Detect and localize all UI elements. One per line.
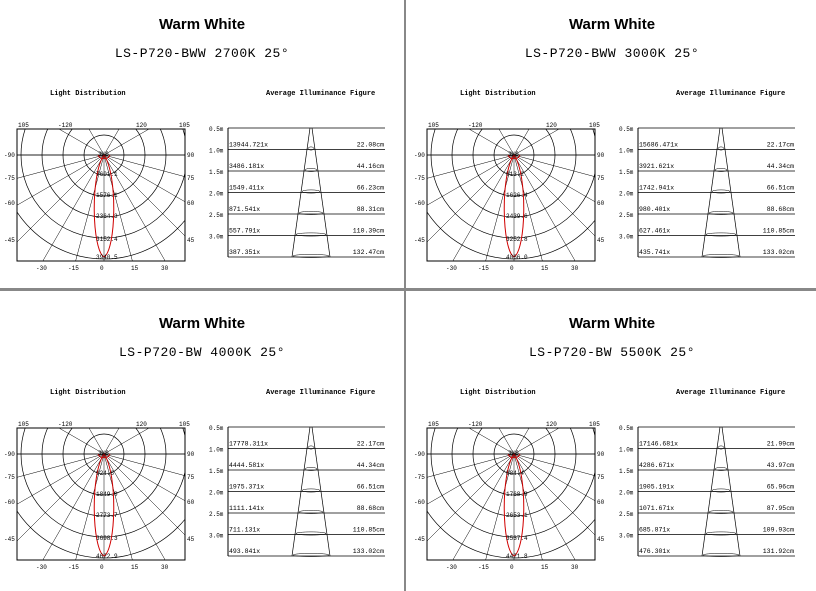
distance-label: 1.0m — [209, 446, 224, 454]
average-illuminance-label: Average Illuminance Figure — [266, 389, 376, 397]
beam-width-value: 88.68cm — [766, 206, 794, 213]
distance-label: 1.5m — [619, 468, 634, 475]
angle-label-right: 75 — [597, 474, 605, 481]
angle-label-left: -60 — [414, 200, 425, 207]
polar-value-label: 3%6 — [98, 151, 109, 158]
lux-value: 17146.681x — [639, 440, 679, 448]
illuminance-cone-table — [205, 426, 385, 566]
lux-value: 17778.311x — [229, 440, 269, 448]
beam-width-value: 66.51cm — [766, 184, 794, 192]
polar-distribution-chart — [410, 120, 605, 272]
spec-panel-3000k — [410, 0, 814, 288]
illuminance-cone-table — [615, 127, 795, 267]
grid-ray — [0, 155, 104, 207]
angle-label-bottom: 30 — [161, 265, 169, 272]
polar-value-label: 7601.1 — [96, 171, 118, 178]
angle-label-left: -75 — [4, 474, 15, 481]
distance-label: 3.0m — [209, 233, 224, 241]
beam-width-value: 87.95cm — [766, 505, 794, 512]
distance-label: 2.5m — [619, 212, 634, 219]
polar-value-label: 2439.6 — [506, 213, 528, 220]
angle-label-left: -45 — [4, 237, 15, 244]
polar-value-label: 3%6 — [98, 450, 109, 457]
panel-subtitle: LS-P720-BWW 2700K 25° — [114, 46, 290, 61]
angle-label-left: -60 — [4, 200, 15, 207]
light-distribution-label: Light Distribution — [50, 90, 126, 98]
angle-label-bottom: 0 — [100, 265, 104, 272]
distance-label: 1.5m — [209, 169, 224, 176]
angle-label-bottom: -30 — [36, 265, 47, 272]
distance-label: 1.0m — [209, 147, 224, 155]
spec-panel-4000k — [0, 299, 404, 587]
angle-label-bottom: 15 — [541, 265, 549, 272]
angle-label-top: -120 — [468, 421, 483, 428]
beam-width-value: 110.85cm — [352, 526, 384, 534]
angle-label-bottom: 0 — [510, 564, 514, 571]
angle-label-right: 75 — [597, 175, 605, 182]
distance-label: 2.0m — [209, 190, 224, 198]
lux-value: 1975.371x — [229, 483, 265, 491]
spec-panel-5500k — [410, 299, 814, 587]
lux-value: 387.351x — [229, 249, 261, 256]
angle-label-left: -45 — [414, 536, 425, 543]
angle-label-left: -60 — [4, 499, 15, 506]
angle-label-top: 105 — [179, 122, 190, 129]
beam-width-value: 133.02cm — [762, 249, 794, 256]
angle-label-left: -90 — [4, 451, 15, 458]
polar-value-label: 3%6 — [508, 151, 519, 158]
lux-value: 711.131x — [229, 526, 261, 534]
angle-label-right: 45 — [187, 237, 195, 244]
polar-value-label: 4421.8 — [506, 553, 528, 560]
angle-label-bottom: -30 — [36, 564, 47, 571]
lux-value: 685.871x — [639, 526, 671, 534]
angle-label-bottom: -30 — [446, 564, 457, 571]
angle-label-left: -90 — [414, 152, 425, 159]
lux-value: 4286.671x — [639, 462, 675, 469]
lux-value: 3921.621x — [639, 163, 675, 170]
distance-label: 1.5m — [209, 468, 224, 475]
angle-label-top: 105 — [428, 421, 439, 428]
angle-label-bottom: -15 — [68, 564, 79, 571]
angle-label-left: -90 — [414, 451, 425, 458]
distance-label: 0.5m — [619, 425, 634, 432]
panel-subtitle: LS-P720-BW 5500K 25° — [528, 345, 696, 360]
panel-title: Warm White — [568, 16, 656, 33]
beam-width-value: 44.16cm — [356, 163, 384, 170]
distance-label: 3.0m — [209, 532, 224, 540]
lux-value: 627.461x — [639, 227, 671, 235]
angle-label-left: -90 — [4, 152, 15, 159]
beam-width-value: 131.92cm — [762, 548, 794, 555]
distance-label: 1.5m — [619, 169, 634, 176]
lux-value: 493.841x — [229, 548, 261, 555]
distance-label: 2.5m — [619, 511, 634, 518]
lux-value: 1905.191x — [639, 483, 675, 491]
angle-label-right: 90 — [187, 152, 195, 159]
lux-value: 15686.471x — [639, 141, 679, 149]
polar-value-label: 2773.7 — [96, 512, 118, 519]
polar-value-label: 3152.4 — [96, 236, 118, 243]
lux-value: 1071.671x — [639, 505, 675, 512]
polar-value-label: 924.6 — [96, 470, 115, 477]
polar-value-label: 1626.4 — [506, 192, 528, 199]
polar-value-label: 1576.1 — [96, 192, 118, 199]
angle-label-right: 60 — [597, 499, 605, 506]
angle-label-bottom: 30 — [571, 265, 579, 272]
angle-label-top: 105 — [18, 421, 29, 428]
polar-value-label: 3%6 — [508, 450, 519, 457]
panel-subtitle: LS-P720-BWW 3000K 25° — [524, 46, 700, 61]
angle-label-bottom: 30 — [571, 564, 579, 571]
angle-label-top: -120 — [58, 421, 73, 428]
angle-label-left: -60 — [414, 499, 425, 506]
polar-value-label: 1849.0 — [96, 491, 118, 498]
angle-label-bottom: 15 — [131, 265, 139, 272]
beam-width-value: 88.31cm — [356, 206, 384, 213]
grid-ray — [414, 454, 514, 591]
spec-panel-2700k — [0, 0, 404, 288]
light-distribution-label: Light Distribution — [50, 389, 126, 397]
angle-label-top: 120 — [136, 122, 147, 129]
grid-ray — [0, 155, 104, 255]
polar-value-label: 4622.9 — [96, 553, 118, 560]
beam-width-value: 22.08cm — [356, 141, 384, 149]
angle-label-top: 105 — [589, 122, 600, 129]
polar-value-label: 3698.3 — [96, 535, 118, 542]
lux-value: 1742.941x — [639, 184, 675, 192]
angle-label-left: -75 — [414, 175, 425, 182]
lux-value: 476.301x — [639, 548, 671, 555]
beam-width-value: 88.68cm — [356, 505, 384, 512]
lux-value: 871.541x — [229, 206, 261, 213]
distance-label: 2.0m — [209, 489, 224, 497]
distance-label: 0.5m — [209, 425, 224, 432]
angle-label-right: 90 — [597, 451, 605, 458]
beam-width-value: 109.93cm — [762, 526, 794, 534]
lux-value: 557.791x — [229, 227, 261, 235]
distance-label: 0.5m — [209, 126, 224, 133]
vertical-divider — [404, 0, 406, 591]
average-illuminance-label: Average Illuminance Figure — [676, 90, 786, 98]
angle-label-top: -120 — [58, 122, 73, 129]
illuminance-cone-table — [205, 127, 385, 267]
beam-width-value: 44.34cm — [766, 163, 794, 170]
panel-title: Warm White — [158, 315, 246, 332]
polar-distribution-chart — [0, 419, 195, 571]
angle-label-top: 120 — [546, 122, 557, 129]
angle-label-right: 45 — [597, 237, 605, 244]
distance-label: 0.5m — [619, 126, 634, 133]
grid-ray — [0, 454, 104, 591]
angle-label-right: 75 — [187, 474, 195, 481]
polar-value-label: 1768.9 — [506, 491, 528, 498]
lux-value: 3486.181x — [229, 163, 265, 170]
angle-label-left: -45 — [4, 536, 15, 543]
grid-ray — [0, 354, 104, 454]
distance-label: 2.5m — [209, 212, 224, 219]
lux-value: 1549.411x — [229, 184, 265, 192]
polar-distribution-chart — [0, 120, 195, 272]
grid-ray — [4, 454, 104, 591]
angle-label-bottom: -15 — [68, 265, 79, 272]
angle-label-bottom: -15 — [478, 564, 489, 571]
distance-label: 2.5m — [209, 511, 224, 518]
panel-title: Warm White — [158, 16, 246, 33]
beam-width-value: 44.34cm — [356, 462, 384, 469]
beam-width-value: 66.51cm — [356, 483, 384, 491]
grid-ray — [0, 454, 104, 506]
light-distribution-label: Light Distribution — [460, 389, 536, 397]
beam-width-value: 133.02cm — [352, 548, 384, 555]
polar-value-label: 3940.5 — [96, 254, 118, 261]
polar-value-label: 3252.8 — [506, 236, 528, 243]
angle-label-right: 75 — [187, 175, 195, 182]
lux-value: 4444.581x — [229, 462, 265, 469]
angle-label-bottom: 15 — [131, 564, 139, 571]
angle-label-right: 60 — [597, 200, 605, 207]
polar-value-label: 4066.0 — [506, 254, 528, 261]
angle-label-bottom: 0 — [100, 564, 104, 571]
distance-label: 3.0m — [619, 233, 634, 241]
grid-ray — [0, 454, 104, 554]
lux-value: 435.741x — [639, 249, 671, 256]
angle-label-bottom: -15 — [478, 265, 489, 272]
angle-label-left: -75 — [4, 175, 15, 182]
angle-label-bottom: 0 — [510, 265, 514, 272]
polar-value-label: 813.2 — [506, 171, 525, 178]
panel-title: Warm White — [568, 315, 656, 332]
beam-width-value: 43.97cm — [766, 462, 794, 469]
average-illuminance-label: Average Illuminance Figure — [266, 90, 376, 98]
angle-label-right: 45 — [187, 536, 195, 543]
distance-label: 1.0m — [619, 147, 634, 155]
angle-label-right: 45 — [597, 536, 605, 543]
beam-width-value: 22.17cm — [766, 141, 794, 149]
light-distribution-label: Light Distribution — [460, 90, 536, 98]
distance-label: 1.0m — [619, 446, 634, 454]
polar-value-label: 2364.3 — [96, 213, 118, 220]
panel-subtitle: LS-P720-BW 4000K 25° — [118, 345, 286, 360]
lux-value: 980.401x — [639, 206, 671, 213]
angle-label-top: -120 — [468, 122, 483, 129]
angle-label-bottom: 30 — [161, 564, 169, 571]
lux-value: 13944.721x — [229, 141, 269, 149]
polar-distribution-chart — [410, 419, 605, 571]
distance-label: 3.0m — [619, 532, 634, 540]
angle-label-top: 105 — [179, 421, 190, 428]
beam-width-value: 132.47cm — [352, 249, 384, 256]
beam-width-value: 22.17cm — [356, 440, 384, 448]
angle-label-left: -45 — [414, 237, 425, 244]
angle-label-left: -75 — [414, 474, 425, 481]
polar-value-label: 3537.4 — [506, 535, 528, 542]
angle-label-top: 105 — [18, 122, 29, 129]
average-illuminance-label: Average Illuminance Figure — [676, 389, 786, 397]
lux-value: 1111.141x — [229, 505, 265, 512]
grid-ray — [0, 55, 104, 155]
beam-width-value: 110.85cm — [762, 227, 794, 235]
polar-value-label: 884.4 — [506, 470, 525, 477]
distance-label: 2.0m — [619, 489, 634, 497]
illuminance-cone-table — [615, 426, 795, 566]
angle-label-top: 120 — [546, 421, 557, 428]
angle-label-right: 90 — [597, 152, 605, 159]
angle-label-top: 105 — [428, 122, 439, 129]
angle-label-right: 60 — [187, 499, 195, 506]
beam-width-value: 66.23cm — [356, 184, 384, 192]
angle-label-bottom: -30 — [446, 265, 457, 272]
angle-label-right: 90 — [187, 451, 195, 458]
angle-label-top: 120 — [136, 421, 147, 428]
distance-label: 2.0m — [619, 190, 634, 198]
angle-label-right: 60 — [187, 200, 195, 207]
grid-ray — [0, 155, 104, 296]
angle-label-top: 105 — [589, 421, 600, 428]
angle-label-bottom: 15 — [541, 564, 549, 571]
beam-width-value: 110.39cm — [352, 227, 384, 235]
beam-width-value: 21.99cm — [766, 440, 794, 448]
beam-width-value: 65.96cm — [766, 483, 794, 491]
polar-value-label: 2653.1 — [506, 512, 528, 519]
horizontal-divider — [0, 288, 816, 291]
